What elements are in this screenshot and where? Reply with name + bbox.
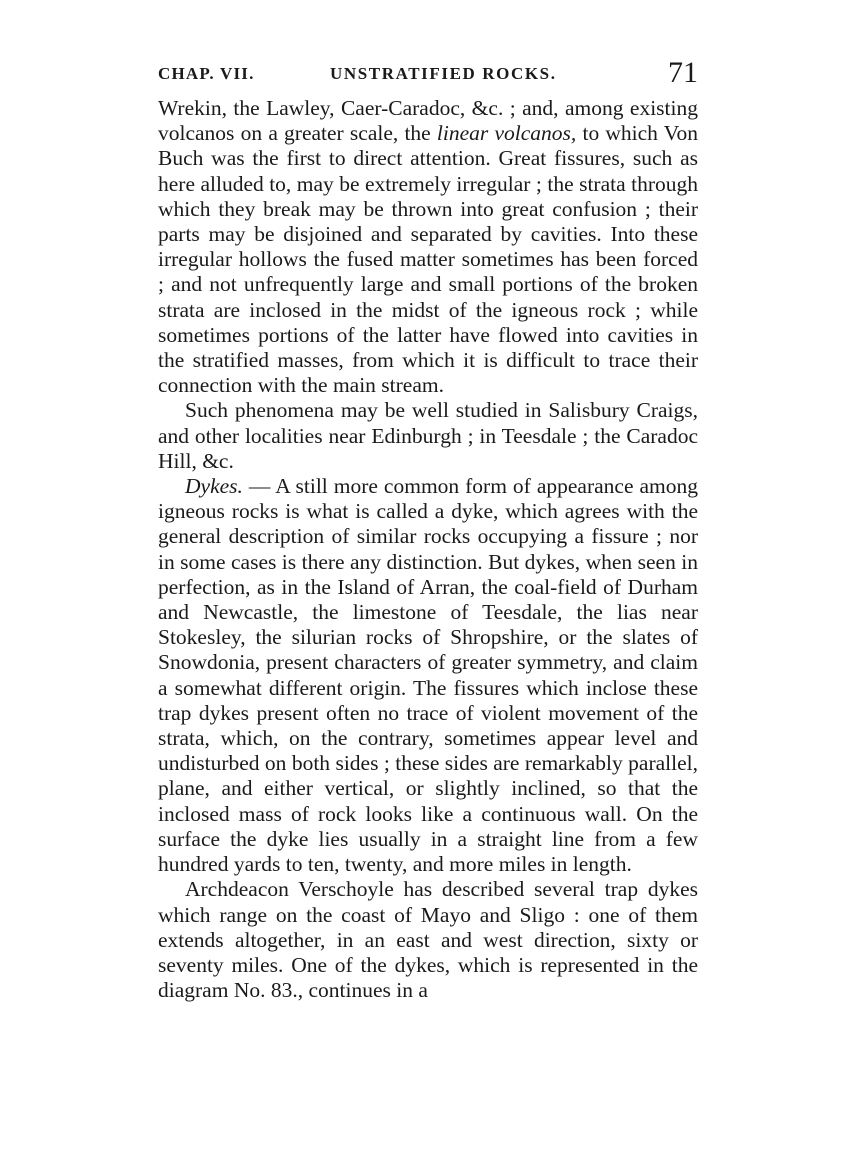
paragraph-2: Such phenomena may be well studied in Salisbury Craigs, and other localities near Edinburgh ; in Teesdale ; the Caradoc Hill, &c.: [158, 398, 698, 473]
paragraph-3: [158, 474, 698, 877]
paragraph-1: [158, 96, 698, 398]
section-heading-dykes: Dykes.: [185, 474, 243, 499]
running-title: UNSTRATIFIED ROCKS.: [330, 64, 557, 83]
paragraph-4: Archdeacon Verschoyle has described several trap dykes which range on the coast of Mayo and Sligo : one of them extends altogether, in an east and west direction, sixty or seventy miles. One of the dykes, which is represented in the diagram No. 83., continues in a: [158, 877, 698, 1003]
paragraph-3-text: — A still more common form of appearance among igneous rocks is what is called a dyke, which agrees with the general description of similar rocks occupying a fissure ; nor in some cases is there any distinction. But dykes, when seen in perfection, as in the Island of Arran, the coal-field of Durham and Newcastle, the limestone of Teesdale, the lias near Stokesley, the silurian rocks of Shropshire, or the slates of Snowdonia, present characters of greater symmetry, and claim a somewhat different origin. The fissures which inclose these trap dykes present often no trace of violent movement of the strata, which, on the contrary, sometimes appear level and undisturbed on both sides ; these sides are remarkably parallel, plane, and either vertical, or slightly inclined, so that the inclosed mass of rock looks like a continuous wall. On the surface the dyke lies usually in a straight line from a few hundred yards to ten, twenty, and more miles in length.: [158, 474, 698, 877]
page-number: 71: [668, 56, 698, 89]
chapter-label: CHAP. VII.: [158, 64, 255, 83]
running-head: [158, 56, 698, 90]
paragraph-1-text-b: to which Von Buch was the first to direct attention. Great fissures, such as here alluded to, may be extremely irregular ; the strata through which they break may be thrown into great confusion ; their parts may be disjoined and separated by cavities. Into these irregular hollows the fused matter sometimes has been forced ; and not unfrequently large and small portions of the broken strata are inclosed in the midst of the igneous rock ; while sometimes portions of the latter have flowed into cavities in the stratified masses, from which it is difficult to trace their connection with the main stream.: [158, 121, 698, 398]
body-text: [158, 96, 698, 1003]
paragraph-1-text-a: Wrekin, the Lawley, Caer-Caradoc, &c. ; and, among existing volcanos on a greater scale, the: [158, 96, 698, 146]
paragraph-1-italic: linear volcanos,: [436, 121, 577, 146]
